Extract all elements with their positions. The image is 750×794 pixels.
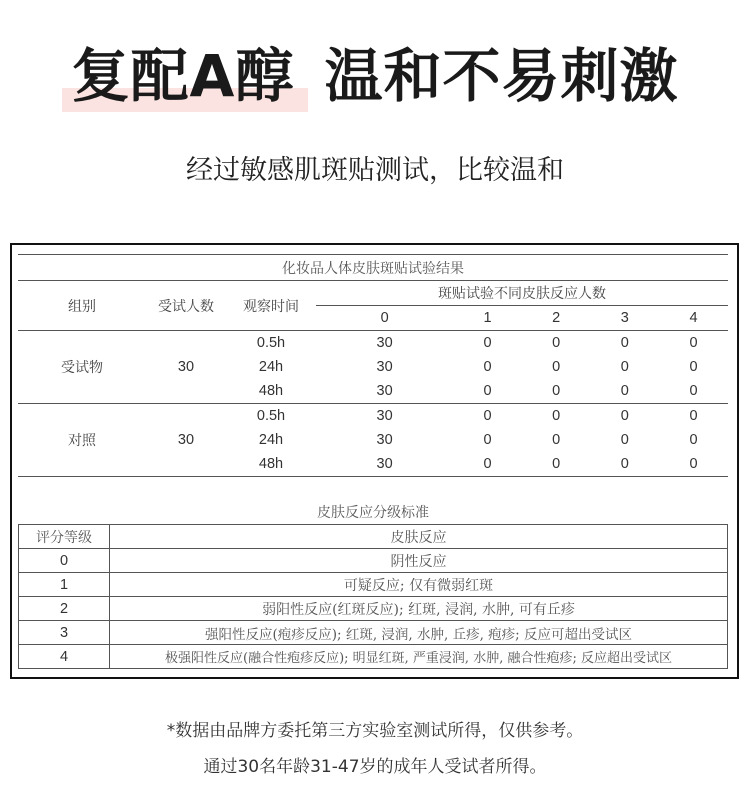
header-skin-reaction: 皮肤反应 bbox=[110, 525, 728, 549]
value-cell: 0 bbox=[483, 335, 492, 351]
value-cell: 0 bbox=[552, 359, 561, 375]
table-row bbox=[19, 645, 728, 669]
footnote-subjects: 通过30名年龄31-47岁的成年人受试者所得。 bbox=[203, 757, 547, 777]
reaction-desc: 极强阳性反应(融合性疱疹反应); 明显红斑, 严重浸润, 水肿, 融合性疱疹; 反应超出受试区 bbox=[110, 645, 728, 669]
value-cell: 0 bbox=[689, 408, 698, 424]
table-row bbox=[19, 597, 728, 621]
title-block bbox=[0, 38, 750, 118]
value-cell: 0 bbox=[552, 432, 561, 448]
level-cell: 3 bbox=[19, 621, 110, 645]
table-row bbox=[19, 573, 728, 597]
value-cell: 0 bbox=[483, 432, 492, 448]
level-cell: 4 bbox=[19, 645, 110, 669]
reaction-desc: 可疑反应; 仅有微弱红斑 bbox=[110, 573, 728, 597]
level-cell: 0 bbox=[19, 549, 110, 573]
header-reaction: 斑贴试验不同皮肤反应人数 bbox=[316, 281, 728, 306]
group-name: 受试物 bbox=[61, 360, 103, 376]
group-count: 30 bbox=[177, 432, 195, 448]
level-header: 3 bbox=[620, 310, 629, 326]
table-row bbox=[18, 331, 728, 356]
value-cell: 0 bbox=[689, 359, 698, 375]
value-cell: 0 bbox=[552, 335, 561, 351]
table-row bbox=[19, 549, 728, 573]
value-cell: 0 bbox=[689, 383, 698, 399]
value-cell: 0 bbox=[620, 408, 629, 424]
level-header: 2 bbox=[552, 310, 561, 326]
value-cell: 0 bbox=[483, 456, 492, 472]
page-title bbox=[0, 38, 750, 114]
table-row bbox=[19, 525, 728, 549]
reaction-desc: 弱阳性反应(红斑反应); 红斑, 浸润, 水肿, 可有丘疹 bbox=[110, 597, 728, 621]
header-time: 观察时间 bbox=[243, 298, 299, 315]
time-cell: 48h bbox=[258, 383, 284, 399]
level-header: 4 bbox=[689, 310, 698, 326]
reaction-desc: 强阳性反应(疱疹反应); 红斑, 浸润, 水肿, 丘疹, 疱疹; 反应可超出受试区 bbox=[110, 621, 728, 645]
title-part1: 复配A醇 bbox=[71, 42, 295, 110]
group-count: 30 bbox=[177, 359, 195, 375]
value-cell: 30 bbox=[376, 359, 393, 375]
value-cell: 0 bbox=[483, 383, 492, 399]
time-cell: 0.5h bbox=[256, 408, 286, 424]
value-cell: 30 bbox=[376, 432, 393, 448]
value-cell: 0 bbox=[552, 408, 561, 424]
time-cell: 24h bbox=[258, 359, 284, 375]
level-header: 1 bbox=[483, 310, 492, 326]
header-group: 组别 bbox=[68, 298, 96, 315]
level-cell: 1 bbox=[19, 573, 110, 597]
value-cell: 0 bbox=[689, 432, 698, 448]
value-cell: 30 bbox=[376, 335, 393, 351]
value-cell: 30 bbox=[376, 456, 393, 472]
value-cell: 0 bbox=[552, 456, 561, 472]
footnote-disclaimer: *数据由品牌方委托第三方实验室测试所得，仅供参考。 bbox=[166, 721, 584, 741]
subtitle: 经过敏感肌斑贴测试，比较温和 bbox=[186, 155, 564, 186]
value-cell: 0 bbox=[483, 359, 492, 375]
patch-test-caption: 化妆品人体皮肤斑贴试验结果 bbox=[282, 260, 464, 277]
value-cell: 0 bbox=[689, 335, 698, 351]
grading-table bbox=[18, 524, 728, 669]
title-part2: 温和不易刺激 bbox=[324, 42, 679, 110]
group-name: 对照 bbox=[68, 433, 96, 449]
time-cell: 48h bbox=[258, 456, 284, 472]
reaction-desc: 阴性反应 bbox=[110, 549, 728, 573]
value-cell: 0 bbox=[620, 456, 629, 472]
header-subjects: 受试人数 bbox=[158, 298, 214, 315]
time-cell: 24h bbox=[258, 432, 284, 448]
value-cell: 0 bbox=[552, 383, 561, 399]
value-cell: 0 bbox=[689, 456, 698, 472]
value-cell: 0 bbox=[620, 359, 629, 375]
value-cell: 30 bbox=[376, 383, 393, 399]
table-row bbox=[18, 404, 728, 429]
value-cell: 0 bbox=[620, 383, 629, 399]
grading-caption: 皮肤反应分级标准 bbox=[317, 505, 429, 521]
value-cell: 30 bbox=[376, 408, 393, 424]
table-row bbox=[19, 621, 728, 645]
value-cell: 0 bbox=[620, 335, 629, 351]
value-cell: 0 bbox=[483, 408, 492, 424]
time-cell: 0.5h bbox=[256, 335, 286, 351]
level-cell: 2 bbox=[19, 597, 110, 621]
value-cell: 0 bbox=[620, 432, 629, 448]
patch-test-table bbox=[18, 254, 728, 477]
level-header: 0 bbox=[380, 310, 389, 326]
header-level: 评分等级 bbox=[19, 525, 110, 549]
